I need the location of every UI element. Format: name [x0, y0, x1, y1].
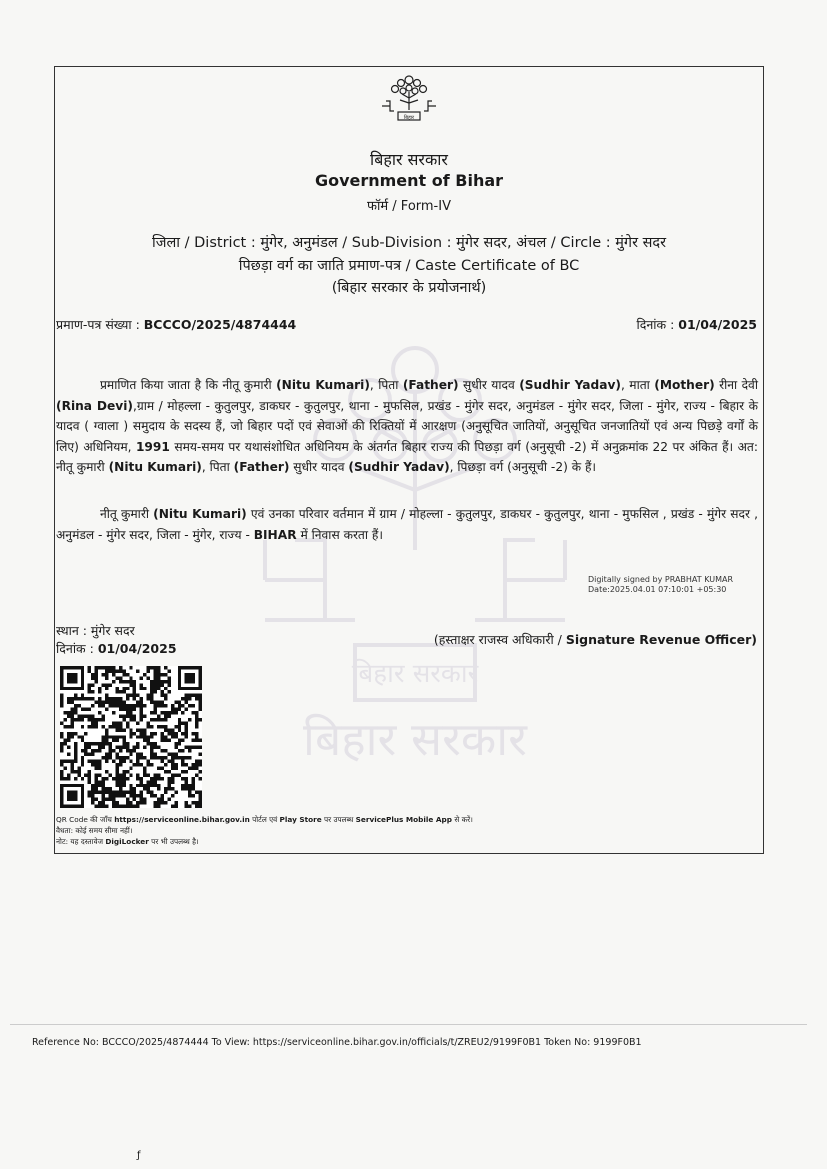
gov-title-english: Government of Bihar: [314, 171, 504, 190]
certificate-title: पिछड़ा वर्ग का जाति प्रमाण-पत्र / Caste Certificate of BC: [238, 258, 580, 274]
certificate-date: दिनांक : 01/04/2025: [636, 317, 757, 332]
scan-mark: ƒ: [137, 1150, 141, 1161]
bihar-emblem-icon: [376, 70, 442, 132]
gov-title-hindi: बिहार सरकार: [370, 150, 448, 169]
form-label: फॉर्म / Form-IV: [367, 199, 451, 214]
digilocker-note: नोट: यह दस्तावेज DigiLocker पर भी उपलब्ध है।: [56, 837, 199, 846]
purpose-line: (बिहार सरकार के प्रयोजनार्थ): [331, 280, 487, 296]
qr-verify-note: QR Code की जाँच https://serviceonline.bihar.gov.in पोर्टल एवं Play Store पर उपलब्ध ServicePlus Mobile App से करें।: [56, 815, 473, 824]
watermark-caption: बिहार सरकार: [303, 712, 527, 766]
residence-paragraph: नीतू कुमारी (Nitu Kumari) एवं उनका परिवार वर्तमान में ग्राम / मोहल्ला - कुतुलपुर, डाकघर - कुतुलपुर, थाना - मुफसिल , प्रखंड - मुंगेर सदर , अनुमंडल - मुंगेर सदर, जिला - मुंगेर, राज्य - BIHAR में निवास करता हैं।: [56, 507, 759, 542]
signature-label: (हस्ताक्षर राजस्व अधिकारी / Signature Revenue Officer): [433, 632, 757, 647]
certification-paragraph: प्रमाणित किया जाता है कि नीतू कुमारी (Nitu Kumari), पिता (Father) सुधीर यादव (Sudhir Yadav), माता (Mother) रीना देवी (Rina Devi),ग्राम / मोहल्ला - कुतुलपुर, डाकघर - कुतुलपुर, थाना - मुफसिल, प्रखंड - मुंगेर सदर, अनुमंडल - मुंगेर सदर, जिला - मुंगेर, राज्य - बिहार के यादव ( ग्वाला ) समुदाय के सदस्य हैं, जो बिहार पदों एवं सेवाओं की रिक्तियों में आरक्षण (अनुसूचित जातियों, अनुसूचित जनजातियों एवं अन्य पिछड़े वर्गों के लिए) अधिनियम, 1991 समय-समय पर यथासंशोधित अधिनियम के अंतर्गत बिहार राज्य की पिछड़ा वर्ग (अनुसूची -2) में अनुक्रमांक 22 पर अंकित हैं। अत: नीतू कुमारी (Nitu Kumari), पिता (Father) सुधीर यादव (Sudhir Yadav), पिछड़ा वर्ग (अनुसूची -2) के हैं।: [56, 378, 758, 475]
svg-text:बिहार: बिहार: [403, 115, 415, 121]
qr-notes: [56, 814, 473, 847]
district-line: जिला / District : मुंगेर, अनुमंडल / Sub-Division : मुंगेर सदर, अंचल / Circle : मुंगेर सदर: [151, 235, 667, 251]
footer-divider: [10, 1024, 807, 1025]
validity-note: वैधता: कोई समय सीमा नहीं।: [56, 826, 133, 835]
place-date-block: [56, 622, 177, 658]
qr-code-icon[interactable]: [60, 666, 202, 808]
watermark-text: बिहार सरकार: [351, 659, 479, 689]
reference-footer: Reference No: BCCCO/2025/4874444 To View: https://serviceonline.bihar.gov.in/officials/t/ZREU2/9199F0B1 Token No: 9199F0B1: [32, 1037, 642, 1048]
digital-signature: Digitally signed by PRABHAT KUMAR Date:2025.04.01 07:10:01 +05:30: [588, 575, 734, 594]
place: स्थान : मुंगेर सदर: [56, 623, 135, 638]
issue-date: दिनांक : 01/04/2025: [56, 641, 177, 656]
certificate-number: प्रमाण-पत्र संख्या : BCCCO/2025/4874444: [56, 317, 297, 332]
